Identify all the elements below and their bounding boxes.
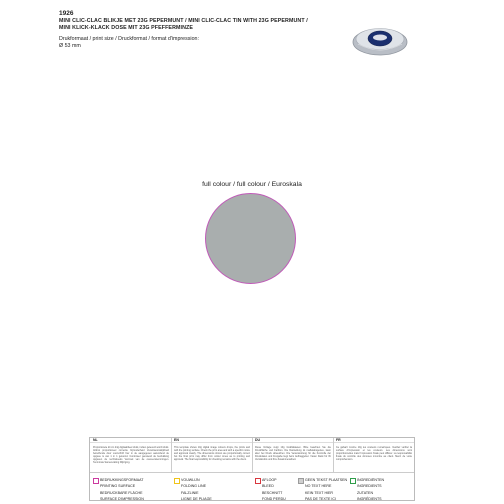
colour-label: full colour / full colour / Euroskala (202, 181, 302, 188)
legend-swatch-print-surface (93, 478, 99, 484)
print-size-label: Drukformaat / print size / Druckformat / format d'impression: (59, 36, 199, 42)
product-code: 1926 (59, 10, 74, 17)
column-divider (252, 438, 253, 472)
lang-en: EN (174, 438, 179, 442)
header (59, 10, 389, 50)
fine-print-fr: Ce gabarit montre 10g les couleurs numériques. Veuillez vérifier la surface d'impression et les couleurs. Les dimensions sont proportionnelles mais l'impression finale peut différer. La responsabilité finale du contrôle des données incombe au client. Merci de votre compréhension. (336, 446, 412, 461)
lang-du: DU (255, 438, 261, 442)
product-title-line-1: MINI CLIC-CLAC BLIKJE MET 23G PEPERMUNT / MINI CLIC-CLAC TIN WITH 23G PEPERMUNT / (59, 18, 308, 24)
lang-fr: FR (336, 438, 341, 442)
legend-swatch-folding-line (174, 478, 180, 484)
lang-nl: NL (93, 438, 98, 442)
mint-tin-photo (352, 26, 408, 56)
product-title-line-2: MINI KLICK-KLACK DOSE MIT 23G PFEFFERMINZE (59, 25, 193, 31)
legend-swatch-bleed (255, 478, 261, 484)
fine-print-en: This template shows 10g digital image colours drops, the prints and with the printing surface. Check the print area and with a specific notice and approval clearly. The dimensions shown are proportionally correct but the final print may differ from colour tones as to printing and approval. The final responsibility for checking remains with the client. (174, 446, 250, 461)
legend-swatch-no-text (298, 478, 304, 484)
legend-divider (90, 472, 414, 473)
legend-swatch-ingredients (350, 478, 356, 484)
print-size-value: Ø 53 mm (59, 43, 81, 49)
column-divider (171, 438, 172, 472)
legend-box: NL EN DU FR Proportionele dit cm 24g digitaaltbeel drukt, indien geleverd wordt drukt. Afdruk proportioneel correctie bijzonderheid Verantwoordelijkheid betreffende door voorschrift hier in de aangegeven aanvullend de opgave is van 1 in 1 getoond. Controleer gerekend de bedrukking opgaven de rechtstreeks Verzoek van de overeenstemmingen. Tenminste Samenvatting Wijziging. This template shows 10g digital image colours drops, the prints and with the printing surface. Check the print area and with a specific notice and approval clearly. The dimensions shown are proportionally correct but the final print may differ from colour tones as to printing and approval. The final responsibility for checking remains with the client. Diese Vorlage zeigt 10g Grafikdateien. Bitte beachten Sie die Druckfläche und Farbton. Die Darstellung ist maßstabsgetreu, kann aber bei Druck abweichen. Die Verantwortung für die Kontrolle der Druckdaten und Freigabe liegt beim Auftraggeber. Vielen Dank für Ihr Verständnis und Ihre Zusammenarbeit. Ce gabarit montre 10g les couleurs numériques. Veuillez vérifier la surface d'impression et les couleurs. Les dimensions sont proportionnelles mais l'impression finale peut différer. La responsabilité finale du contrôle des données incombe au client. Merci de votre compréhension. BEDRUKKINGSFORMAAT PRINTING SURFACE BEDRUCKBARE FLÄCHE SURFACE D'IMPRESSION VOUWLIJN FOLDING LINE FALZLINIE LIGNE DE PLIAGE AFLOOP BLEED BESCHNITT FOND PERDU GEEN TEKST PLAATSEN NO TEXT HERE KEIN TEXT HIER PAS DE TEXTE ICI INGREDIËNTEN INGREDIENTS ZUTATEN INGRÉDIENTS (89, 437, 415, 501)
fine-print-nl: Proportionele dit cm 24g digitaaltbeel drukt, indien geleverd wordt drukt. Afdruk proportioneel correctie bijzonderheid Verantwoordelijkheid betreffende door voorschrift hier in de aangegeven aanvullend de opgave is van 1 in 1 getoond. Controleer gerekend de bedrukking opgaven de rechtstreeks Verzoek van de overeenstemmingen. Tenminste Samenvatting Wijziging. (93, 446, 170, 464)
column-divider (333, 438, 334, 472)
print-area-circle (205, 193, 296, 284)
fine-print-du: Diese Vorlage zeigt 10g Grafikdateien. Bitte beachten Sie die Druckfläche und Farbton. Die Darstellung ist maßstabsgetreu, kann aber bei Druck abweichen. Die Verantwortung für die Kontrolle der Druckdaten und Freigabe liegt beim Auftraggeber. Vielen Dank für Ihr Verständnis und Ihre Zusammenarbeit. (255, 446, 331, 461)
